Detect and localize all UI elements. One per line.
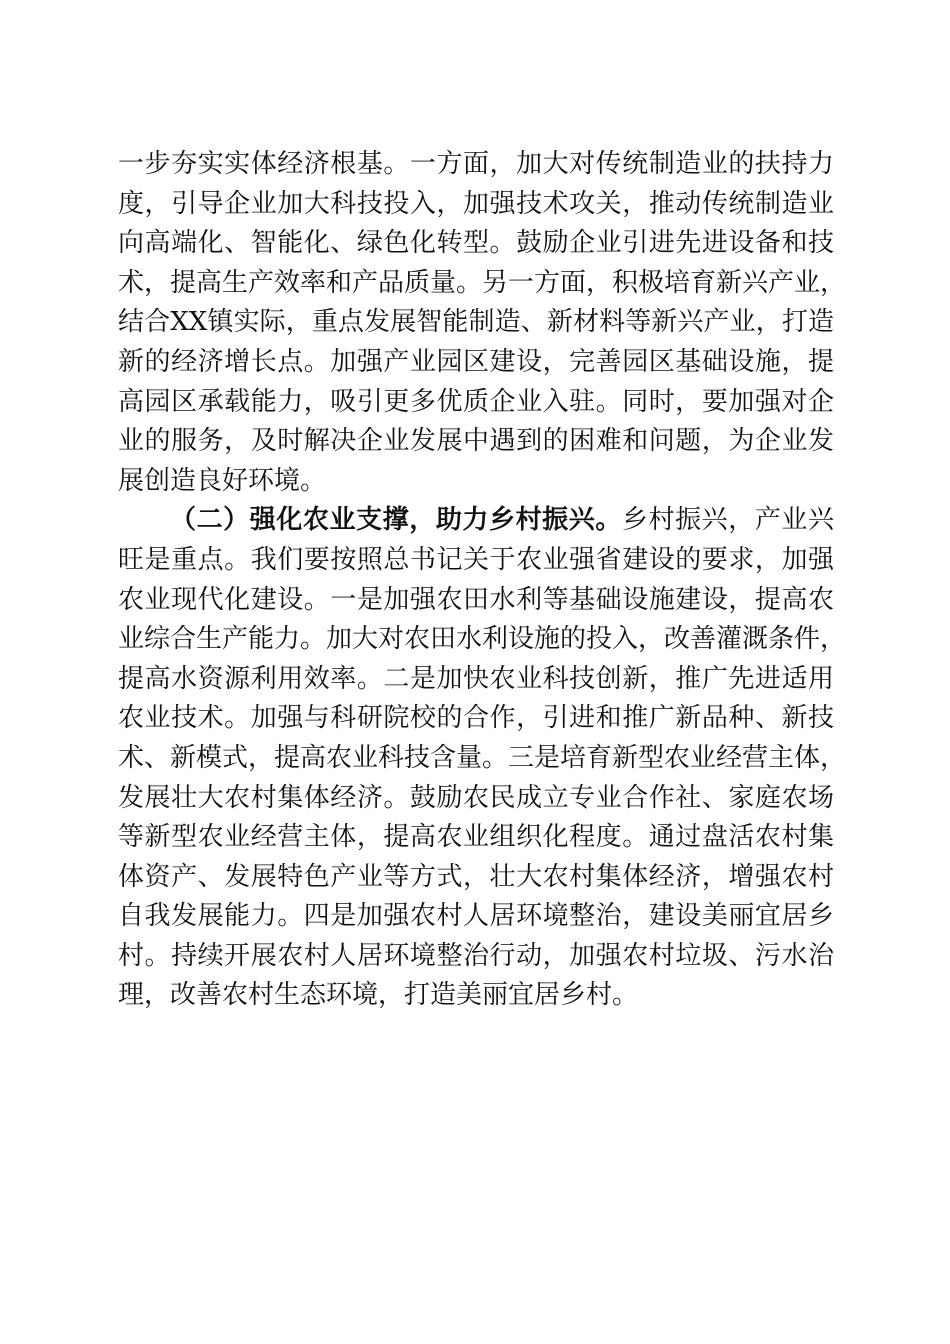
text-line: 业的服务，及时解决企业发展中遇到的困难和问题，为企业发 (118, 426, 834, 457)
text-line: 业综合生产能力。加大对农田水利设施的投入，改善灌溉条件， (118, 624, 847, 655)
text-line: 自我发展能力。四是加强农村人居环境整治，建设美丽宜居乡 (118, 901, 834, 932)
text-line: 村。持续开展农村人居环境整治行动，加强农村垃圾、污水治 (118, 940, 834, 971)
text-line: 农业现代化建设。一是加强农田水利等基础设施建设，提高农 (118, 584, 834, 615)
text-line: 度，引导企业加大科技投入，加强技术攻关，推动传统制造业 (118, 188, 834, 219)
text-line: 一步夯实实体经济根基。一方面，加大对传统制造业的扶持力 (118, 149, 834, 179)
text-line (118, 501, 834, 541)
text-line: 提高水资源利用效率。二是加快农业科技创新，推广先进适用 (118, 663, 834, 694)
text-line: 发展壮大农村集体经济。鼓励农民成立专业合作社、家庭农场 (118, 782, 834, 813)
heading-line-rest: 乡村振兴，产业兴 (621, 505, 834, 536)
text-line: 新的经济增长点。加强产业园区建设，完善园区基础设施，提 (118, 346, 834, 377)
body-text (118, 145, 847, 1016)
paragraph-1 (118, 145, 847, 501)
text-line: 体资产、发展特色产业等方式，壮大农村集体经济，增强农村 (118, 861, 834, 892)
text-line: 展创造良好环境。 (118, 465, 327, 496)
section-heading: （二）强化农业支撑，助力乡村振兴。 (170, 505, 622, 536)
text-line: 农业技术。加强与科研院校的合作，引进和推广新品种、新技 (118, 703, 834, 734)
text-line: 旺是重点。我们要按照总书记关于农业强省建设的要求，加强 (118, 544, 834, 575)
text-line: 术、新模式，提高农业科技含量。三是培育新型农业经营主体， (118, 742, 847, 773)
text-line: 理，改善农村生态环境，打造美丽宜居乡村。 (118, 980, 639, 1011)
text-line: 等新型农业经营主体，提高农业组织化程度。通过盘活农村集 (118, 822, 834, 853)
text-line: 结合XX镇实际，重点发展智能制造、新材料等新兴产业，打造 (118, 307, 834, 338)
paragraph-2 (118, 501, 847, 1016)
text-line: 高园区承载能力，吸引更多优质企业入驻。同时，要加强对企 (118, 386, 834, 417)
text-line: 术，提高生产效率和产品质量。另一方面，积极培育新兴产业， (118, 267, 847, 298)
text-line: 向高端化、智能化、绿色化转型。鼓励企业引进先进设备和技 (118, 228, 834, 259)
